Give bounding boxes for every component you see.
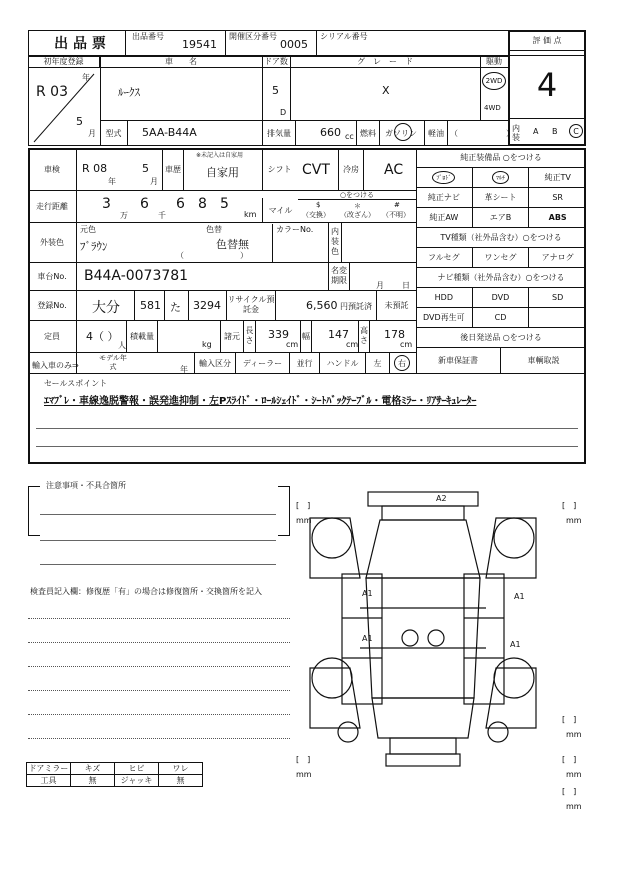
capacity-label: 定員 (44, 331, 60, 341)
mileage-d1: 3 (102, 196, 111, 212)
interior-a: A (533, 127, 539, 136)
km-unit: km (244, 210, 257, 219)
mm-rl: mm (296, 770, 312, 779)
mm-bracket-rr3: [ ] (562, 787, 577, 796)
unknown: （不明） (382, 211, 410, 219)
mm-bracket-rr1: [ ] (562, 715, 577, 724)
drive-4wd: 4WD (484, 104, 501, 112)
height-unit: cm (400, 340, 413, 349)
damage-a1-left-front: A1 (362, 589, 373, 598)
equipment-title: 後日発送品 ○をつける (416, 328, 586, 348)
equipment-panel (416, 148, 586, 374)
doors: 5 (272, 84, 279, 97)
fuel-label: 燃料 (356, 120, 380, 146)
ac-label: 冷房 (338, 148, 364, 190)
mm-fr: mm (566, 516, 582, 525)
check-jack-value: 無 (159, 775, 203, 787)
check-head-4: ワレ (159, 763, 203, 775)
displacement: 660 (320, 126, 341, 139)
fuel-paren: （ ） (450, 129, 514, 138)
recycle-unpaid: 未預託 (376, 290, 416, 320)
mileage-d5: 5 (220, 196, 229, 212)
tampered: （改ざん） (340, 211, 375, 219)
check-head-2: キズ (71, 763, 115, 775)
repaint: 色替無 (216, 238, 249, 251)
handle-left: 左 (366, 352, 390, 374)
mile-label: マイル (262, 198, 298, 222)
mark-note: ○をつける (298, 190, 416, 200)
star: ＊ (354, 202, 361, 210)
ac: AC (384, 162, 404, 178)
transfer-day: 日 (402, 281, 410, 290)
equipment-item: SR (529, 188, 586, 208)
defects-label: 注意事項・不具合箇所 (46, 481, 126, 490)
car-damage-diagram (290, 478, 590, 808)
width-label: 幅 (300, 320, 312, 352)
equipment-item: ﾌﾟﾛﾄﾞ (416, 168, 473, 188)
width-unit: cm (346, 340, 359, 349)
recycle-amount: 6,560 (306, 299, 338, 312)
damage-a1-left-rear: A1 (362, 634, 373, 643)
inspection-year: 年 (108, 177, 116, 186)
equipment-item: HDD (416, 288, 473, 308)
equipment-item: 新車保証書 (416, 348, 501, 374)
reg-office: 大分 (92, 300, 120, 316)
shift: CVT (302, 162, 330, 178)
recycle-label: リサイクル預託金 (226, 290, 276, 320)
persons-suffix: 人 (118, 341, 126, 350)
repaint-paren: （ ） (176, 251, 248, 260)
mm-bracket-fr: [ ] (562, 501, 577, 510)
score-value: 4 (536, 66, 558, 104)
model-year-label: モデル年式 (99, 354, 127, 371)
color-label: 外装色 (40, 237, 64, 247)
car-name: ﾙｰｸｽ (118, 86, 140, 99)
mm-bracket-rr2: [ ] (562, 755, 577, 764)
drive-label: 駆動 (480, 56, 508, 68)
damage-a1-right-front: A1 (514, 592, 525, 601)
handle-right-circled: 右 (394, 355, 410, 371)
fuel-gasoline: ガソリン (385, 128, 417, 138)
equipment-item: 車輌取説 (501, 348, 586, 374)
equipment-item (529, 308, 586, 328)
equipment-item: 純正TV (529, 168, 586, 188)
slot-label: 開催区分番号 (229, 32, 277, 41)
mm-bracket-fl: [ ] (296, 501, 311, 510)
drive-2wd-circled: 2WD (482, 72, 506, 90)
sales-text: ｴﾏﾌﾞﾚ・車線逸脱警報・誤発進抑制・左Pｽﾗｲﾄﾞ・ﾛｰﾙｼｪｲﾄﾞ・ｼｰﾄﾊﾞｯｸﾃｰﾌﾞﾙ・電格ﾐﾗｰ・ﾘｱｻｰｷｭﾚｰﾀｰ (44, 396, 477, 407)
chassis-label: 車台No. (37, 271, 67, 281)
length-label: 長さ (244, 320, 256, 352)
check-head-1: ドアミラー (27, 763, 71, 775)
mm-rr2: mm (566, 770, 582, 779)
interior-label: 内装 (512, 124, 520, 142)
grade: X (382, 84, 390, 97)
orig-color-label: 元色 (80, 225, 96, 234)
slot-no: 0005 (280, 38, 308, 51)
grade-label: グ レ ー ド (290, 56, 480, 68)
color-no-label: カラーNo. (272, 224, 328, 262)
equipment-item: ABS (529, 208, 586, 228)
inspection-month: 5 (142, 162, 149, 175)
mileage-d2: 6 (140, 196, 149, 212)
mileage-d3: 6 (176, 196, 185, 212)
load-label: 積載量 (126, 320, 158, 352)
history: 自家用 (206, 166, 239, 179)
import-dealer: ディーラー (236, 352, 290, 374)
dims-label: 諸元 (220, 320, 244, 352)
exchanged: （交換） (302, 211, 330, 219)
import-type-label: 輸入区分 (194, 352, 236, 374)
check-tools-value: 無 (71, 775, 115, 787)
inspection-month-suffix: 月 (150, 177, 158, 186)
equipment-item: アナログ (529, 248, 586, 268)
equipment-item: CD (473, 308, 530, 328)
equipment-title: ナビ種類（社外品含む）○をつける (416, 268, 586, 288)
import-label: 輸入車のみ⇒ (32, 361, 79, 370)
damage-a1-right-rear: A1 (510, 640, 521, 649)
cc-unit: cc (345, 132, 354, 141)
inspection-label: 車検 (44, 164, 60, 174)
mileage-d4: 8 (198, 196, 207, 212)
equipment-item: エアB (473, 208, 530, 228)
mm-rr3: mm (566, 802, 582, 811)
recycle-suffix: 円預託済 (340, 302, 372, 311)
mm-bracket-rl: [ ] (296, 755, 311, 764)
serial-label: シリアル番号 (320, 32, 368, 41)
interior-c-circled: C (569, 124, 583, 138)
equipment-item: DVD再生可 (416, 308, 473, 328)
check-head-3: ヒビ (115, 763, 159, 775)
shift-label: シフト (262, 148, 296, 190)
chassis-number: B44A-0073781 (84, 268, 189, 284)
mm-fl: mm (296, 516, 312, 525)
checks-table (26, 762, 203, 787)
length: 339 (268, 328, 289, 341)
interior-color-label: 内装色 (328, 222, 342, 262)
equipment-item: DVD (473, 288, 530, 308)
hash: # (394, 201, 400, 209)
equipment-item: 純正ナビ (416, 188, 473, 208)
mm-rr1: mm (566, 730, 582, 739)
reg-label: 登録No. (37, 300, 67, 310)
inspection-era: R 08 (82, 162, 108, 175)
check-jack: ジャッキ (115, 775, 159, 787)
height: 178 (384, 328, 405, 341)
inspector-label: 検査員記入欄：修復歴「有」の場合は修復箇所・交換箇所を記入 (30, 587, 262, 596)
first-reg-month: 5 (76, 115, 83, 128)
auction-no: 19541 (182, 38, 217, 51)
interior-b: B (552, 127, 558, 136)
height-label: 高さ (358, 320, 370, 352)
reg-number: 3294 (193, 299, 221, 312)
first-reg-era: R 03 (36, 84, 68, 100)
dollar: $ (316, 201, 321, 209)
damage-a2: A2 (436, 494, 447, 503)
door-type: D (280, 108, 287, 117)
light-oil-label: 軽油 (424, 120, 448, 146)
orig-color: ﾌﾞﾗｳﾝ (80, 240, 108, 253)
equipment-item: ワンセグ (473, 248, 530, 268)
equipment-item: ﾏﾙﾁ (473, 168, 530, 188)
fuel-circle-mark (394, 123, 412, 141)
year-suffix: 年 (82, 73, 90, 82)
import-parallel: 並行 (290, 352, 320, 374)
sales-label: セールスポイント (44, 379, 108, 388)
load-kg: kg (202, 340, 212, 349)
score-label: 評 価 点 (508, 31, 586, 51)
history-label: 車歴 (162, 148, 184, 190)
check-tools: 工具 (27, 775, 71, 787)
transfer-label: 名変期限 (328, 262, 350, 290)
auction-no-label: 出品番号 (132, 32, 164, 41)
equipment-title: TV種類（社外品含む）○をつける (416, 228, 586, 248)
equipment-item: 純正AW (416, 208, 473, 228)
history-note: ※未記入は自家用 (196, 152, 244, 159)
reg-kana: た (170, 301, 181, 314)
equipment-item: 革シート (473, 188, 530, 208)
car-name-label: 車 名 (100, 56, 262, 68)
equipment-item: SD (529, 288, 586, 308)
capacity: 4（ ） (86, 330, 119, 343)
first-reg-label: 初年度登録 (28, 56, 100, 68)
equipment-title: 純正装備品 ○をつける (416, 148, 586, 168)
model-label: 型式 (100, 120, 128, 146)
man-unit: 万 (120, 211, 128, 220)
model: 5AA-B44A (142, 126, 197, 139)
repaint-label: 色替 (206, 225, 222, 234)
month-suffix: 月 (88, 129, 96, 138)
sen-unit: 千 (158, 211, 166, 220)
model-year-suffix: 年 (180, 365, 188, 374)
equipment-item: フルセグ (416, 248, 473, 268)
width: 147 (328, 328, 349, 341)
doors-label: ドア数 (262, 56, 290, 68)
reg-class: 581 (140, 299, 161, 312)
disp-label: 排気量 (262, 120, 296, 146)
handle-label: ハンドル (320, 352, 366, 374)
mileage-label: 走行距離 (36, 201, 68, 211)
length-unit: cm (286, 340, 299, 349)
transfer-month: 月 (376, 281, 384, 290)
form-title: 出 品 票 (54, 36, 106, 52)
